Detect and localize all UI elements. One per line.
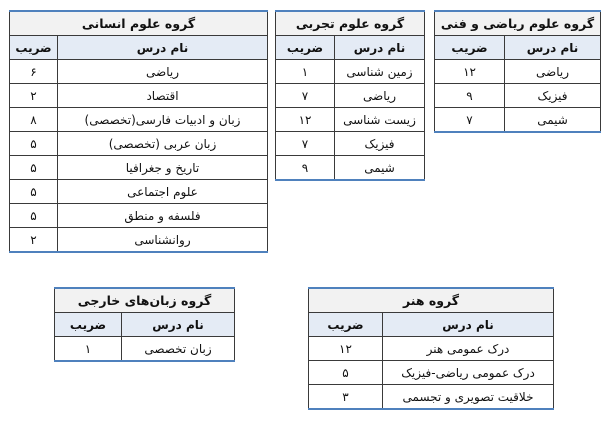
course-name: علوم اجتماعی	[58, 180, 268, 204]
course-name: تاریخ و جغرافیا	[58, 156, 268, 180]
column-header-coefficient: ضریب	[55, 313, 122, 337]
course-coefficient: ۲	[10, 228, 58, 253]
table-row	[276, 60, 425, 84]
column-header-name: نام درس	[58, 36, 268, 60]
course-coefficient: ۱	[55, 337, 122, 362]
table-row	[10, 60, 268, 84]
table-row	[10, 228, 268, 253]
course-coefficient: ۷	[276, 132, 335, 156]
course-name: درک عمومی هنر	[383, 337, 554, 361]
table-row	[309, 361, 554, 385]
table-row	[309, 337, 554, 361]
table-row	[309, 385, 554, 410]
table-title: گروه علوم تجربی	[276, 11, 425, 36]
table-languages-group	[54, 287, 235, 362]
course-name: زیست شناسی	[335, 108, 425, 132]
course-coefficient: ۹	[435, 84, 505, 108]
column-header-name: نام درس	[335, 36, 425, 60]
course-coefficient: ۷	[435, 108, 505, 133]
course-name: ریاضی	[58, 60, 268, 84]
course-name: خلاقیت تصویری و تجسمی	[383, 385, 554, 410]
course-name: شیمی	[335, 156, 425, 181]
table-row	[10, 132, 268, 156]
course-coefficient: ۸	[10, 108, 58, 132]
table-math-group	[434, 10, 601, 133]
course-coefficient: ۱۲	[435, 60, 505, 84]
table-row	[10, 108, 268, 132]
table-row	[276, 156, 425, 181]
course-coefficient: ۳	[309, 385, 383, 410]
course-name: اقتصاد	[58, 84, 268, 108]
course-name: زبان تخصصی	[122, 337, 235, 362]
table-row	[10, 180, 268, 204]
course-name: روانشناسی	[58, 228, 268, 253]
course-name: زبان عربی (تخصصی)	[58, 132, 268, 156]
table-row	[435, 84, 601, 108]
course-coefficient: ۵	[10, 156, 58, 180]
course-name: ریاضی	[335, 84, 425, 108]
column-header-coefficient: ضریب	[435, 36, 505, 60]
course-coefficient: ۶	[10, 60, 58, 84]
table-art-group	[308, 287, 554, 410]
table-row	[10, 156, 268, 180]
course-coefficient: ۷	[276, 84, 335, 108]
table-row	[276, 132, 425, 156]
column-header-name: نام درس	[383, 313, 554, 337]
table-row	[435, 108, 601, 133]
course-coefficient: ۱۲	[309, 337, 383, 361]
table-row	[10, 204, 268, 228]
course-coefficient: ۱	[276, 60, 335, 84]
course-name: فلسفه و منطق	[58, 204, 268, 228]
table-row	[435, 60, 601, 84]
course-coefficient: ۵	[10, 204, 58, 228]
column-header-name: نام درس	[122, 313, 235, 337]
course-coefficient: ۵	[10, 132, 58, 156]
table-title: گروه زبان‌های خارجی	[55, 288, 235, 313]
course-name: درک عمومی ریاضی-فیزیک	[383, 361, 554, 385]
course-coefficient: ۱۲	[276, 108, 335, 132]
table-humanities-group	[9, 10, 268, 253]
course-name: ریاضی	[505, 60, 601, 84]
table-title: گروه هنر	[309, 288, 554, 313]
table-experimental-group	[275, 10, 425, 181]
column-header-coefficient: ضریب	[276, 36, 335, 60]
table-title: گروه علوم ریاضی و فنی	[435, 11, 601, 36]
course-coefficient: ۵	[309, 361, 383, 385]
course-coefficient: ۹	[276, 156, 335, 181]
course-name: فیزیک	[335, 132, 425, 156]
table-row	[10, 84, 268, 108]
course-name: فیزیک	[505, 84, 601, 108]
column-header-coefficient: ضریب	[309, 313, 383, 337]
column-header-coefficient: ضریب	[10, 36, 58, 60]
course-name: شیمی	[505, 108, 601, 133]
course-coefficient: ۵	[10, 180, 58, 204]
table-title: گروه علوم انسانی	[10, 11, 268, 36]
course-name: زبان و ادبیات فارسی(تخصصی)	[58, 108, 268, 132]
course-name: زمین شناسی	[335, 60, 425, 84]
column-header-name: نام درس	[505, 36, 601, 60]
table-row	[276, 108, 425, 132]
course-coefficient: ۲	[10, 84, 58, 108]
table-row	[276, 84, 425, 108]
table-row	[55, 337, 235, 362]
